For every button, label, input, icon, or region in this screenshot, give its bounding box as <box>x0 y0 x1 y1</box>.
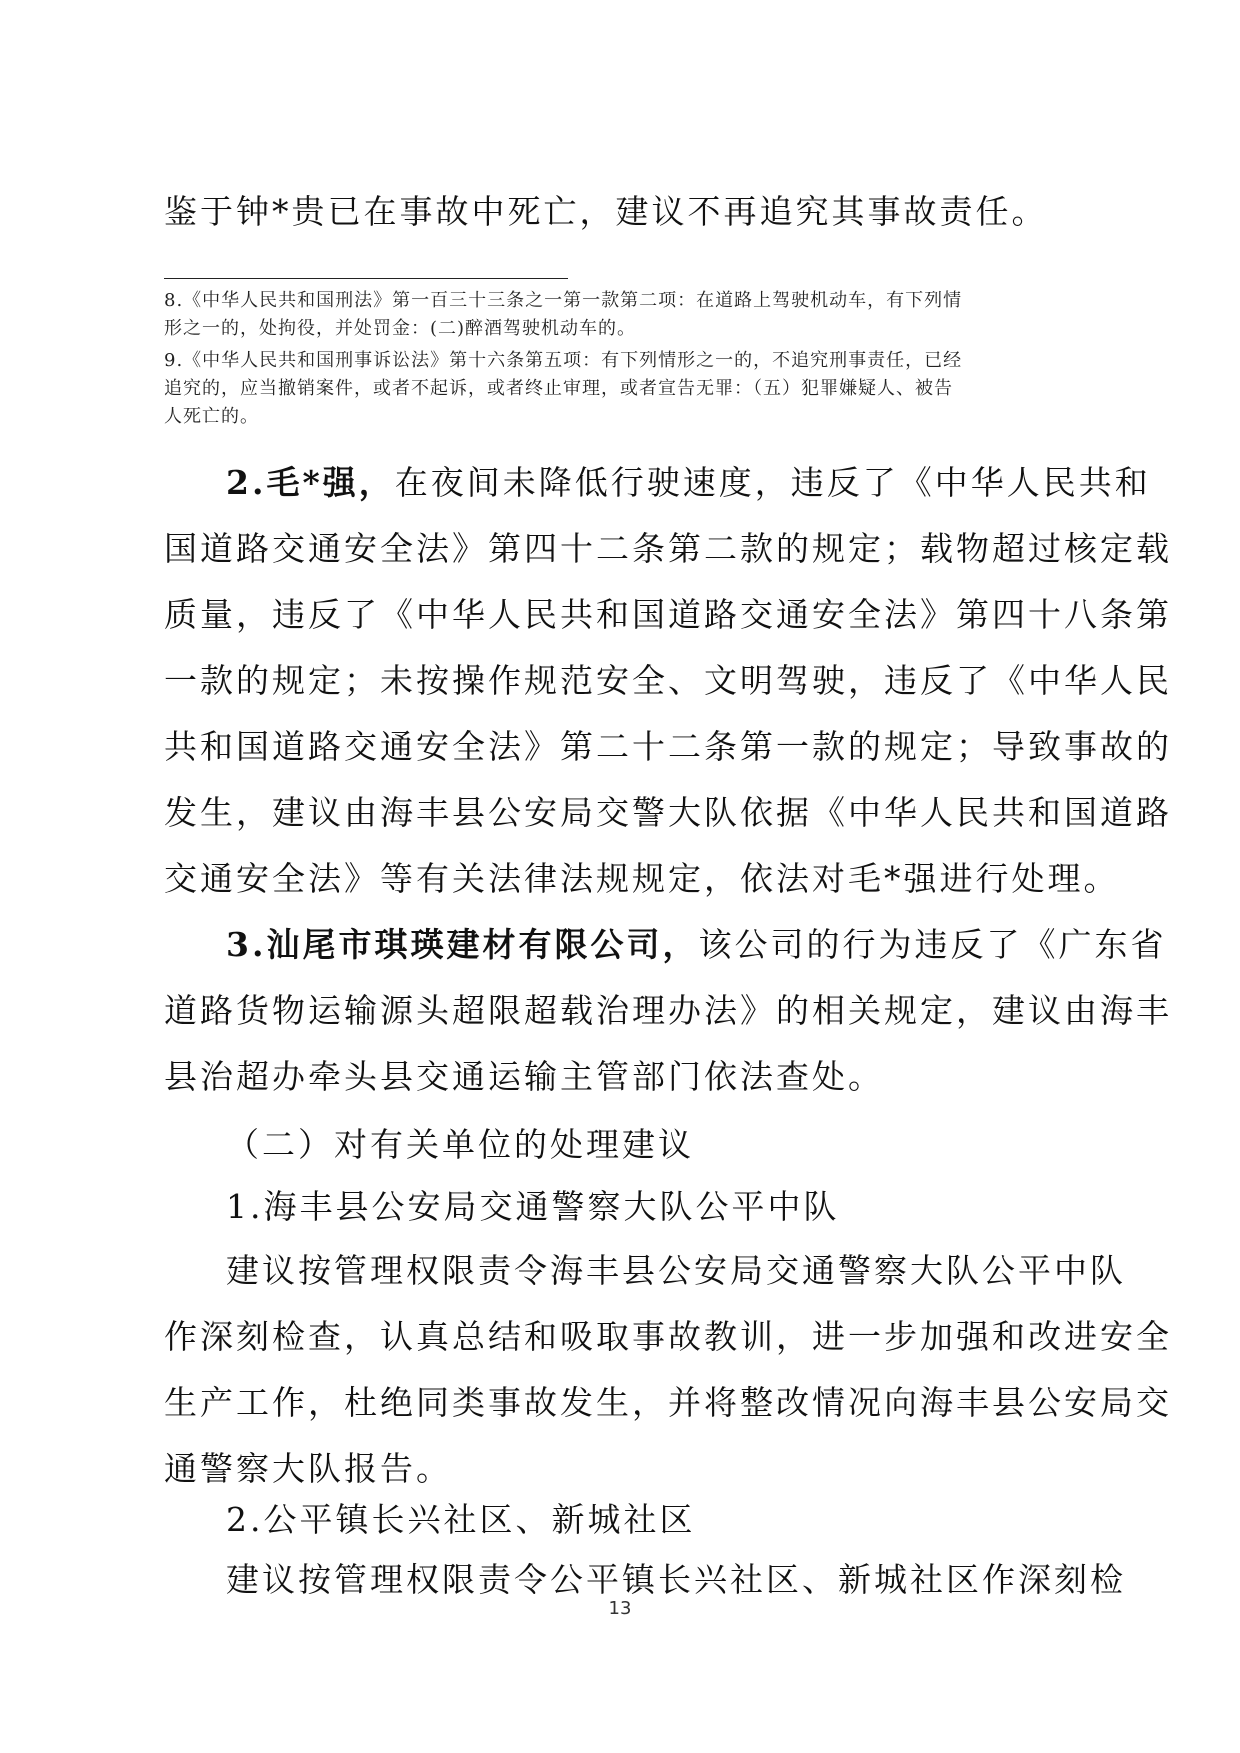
unit-2-heading: 2.公平镇长兴社区、新城社区 <box>226 1500 696 1539</box>
body-line: 国道路交通安全法》第四十二条第二款的规定；载物超过核定载 <box>164 529 1172 568</box>
body-line: 质量，违反了《中华人民共和国道路交通安全法》第四十八条第 <box>164 595 1172 634</box>
footnote-separator <box>164 278 568 279</box>
body-line: 交通安全法》等有关法律法规规定，依法对毛*强进行处理。 <box>164 859 1120 898</box>
footnote-line: 追究的，应当撤销案件，或者不起诉，或者终止审理，或者宣告无罪：（五）犯罪嫌疑人、被告 <box>164 378 953 399</box>
item-3-first-line <box>226 925 1166 965</box>
body-line: 建议按管理权限责令公平镇长兴社区、新城社区作深刻检 <box>226 1560 1126 1599</box>
section-heading: （二）对有关单位的处理建议 <box>226 1125 694 1164</box>
unit-1-heading: 1.海丰县公安局交通警察大队公平中队 <box>226 1187 840 1226</box>
body-line: 生产工作，杜绝同类事故发生，并将整改情况向海丰县公安局交 <box>164 1383 1172 1422</box>
footnote-line: 人死亡的。 <box>164 406 259 427</box>
body-line: 建议按管理权限责令海丰县公安局交通警察大队公平中队 <box>226 1251 1126 1290</box>
item-2-first-line <box>226 463 1151 503</box>
item-2-first-rest: 在夜间未降低行驶速度，违反了《中华人民共和 <box>394 463 1151 502</box>
body-line: 共和国道路交通安全法》第二十二条第一款的规定；导致事故的 <box>164 727 1172 766</box>
body-line: 通警察大队报告。 <box>164 1449 452 1488</box>
item-3-first-rest: 该公司的行为违反了《广东省 <box>698 925 1167 964</box>
body-line: 鉴于钟*贵已在事故中死亡，建议不再追究其事故责任。 <box>164 192 1048 231</box>
body-line: 一款的规定；未按操作规范安全、文明驾驶，违反了《中华人民 <box>164 661 1172 700</box>
footnote-line: 形之一的，处拘役，并处罚金：(二)醉酒驾驶机动车的。 <box>164 318 637 339</box>
body-line: 道路货物运输源头超限超载治理办法》的相关规定，建议由海丰 <box>164 991 1172 1030</box>
body-line: 发生，建议由海丰县公安局交警大队依据《中华人民共和国道路 <box>164 793 1172 832</box>
body-line: 作深刻检查，认真总结和吸取事故教训，进一步加强和改进安全 <box>164 1317 1172 1356</box>
item-3-lead: 3.汕尾市琪瑛建材有限公司， <box>226 925 699 964</box>
footnote-line: 9.《中华人民共和国刑事诉讼法》第十六条第五项：有下列情形之一的，不追究刑事责任，已经 <box>164 350 963 371</box>
body-line: 县治超办牵头县交通运输主管部门依法查处。 <box>164 1057 884 1096</box>
item-2-lead: 2.毛*强， <box>226 463 395 502</box>
page-number: 13 <box>608 1598 632 1619</box>
footnote-line: 8.《中华人民共和国刑法》第一百三十三条之一第一款第二项：在道路上驾驶机动车，有下列情 <box>164 290 963 311</box>
